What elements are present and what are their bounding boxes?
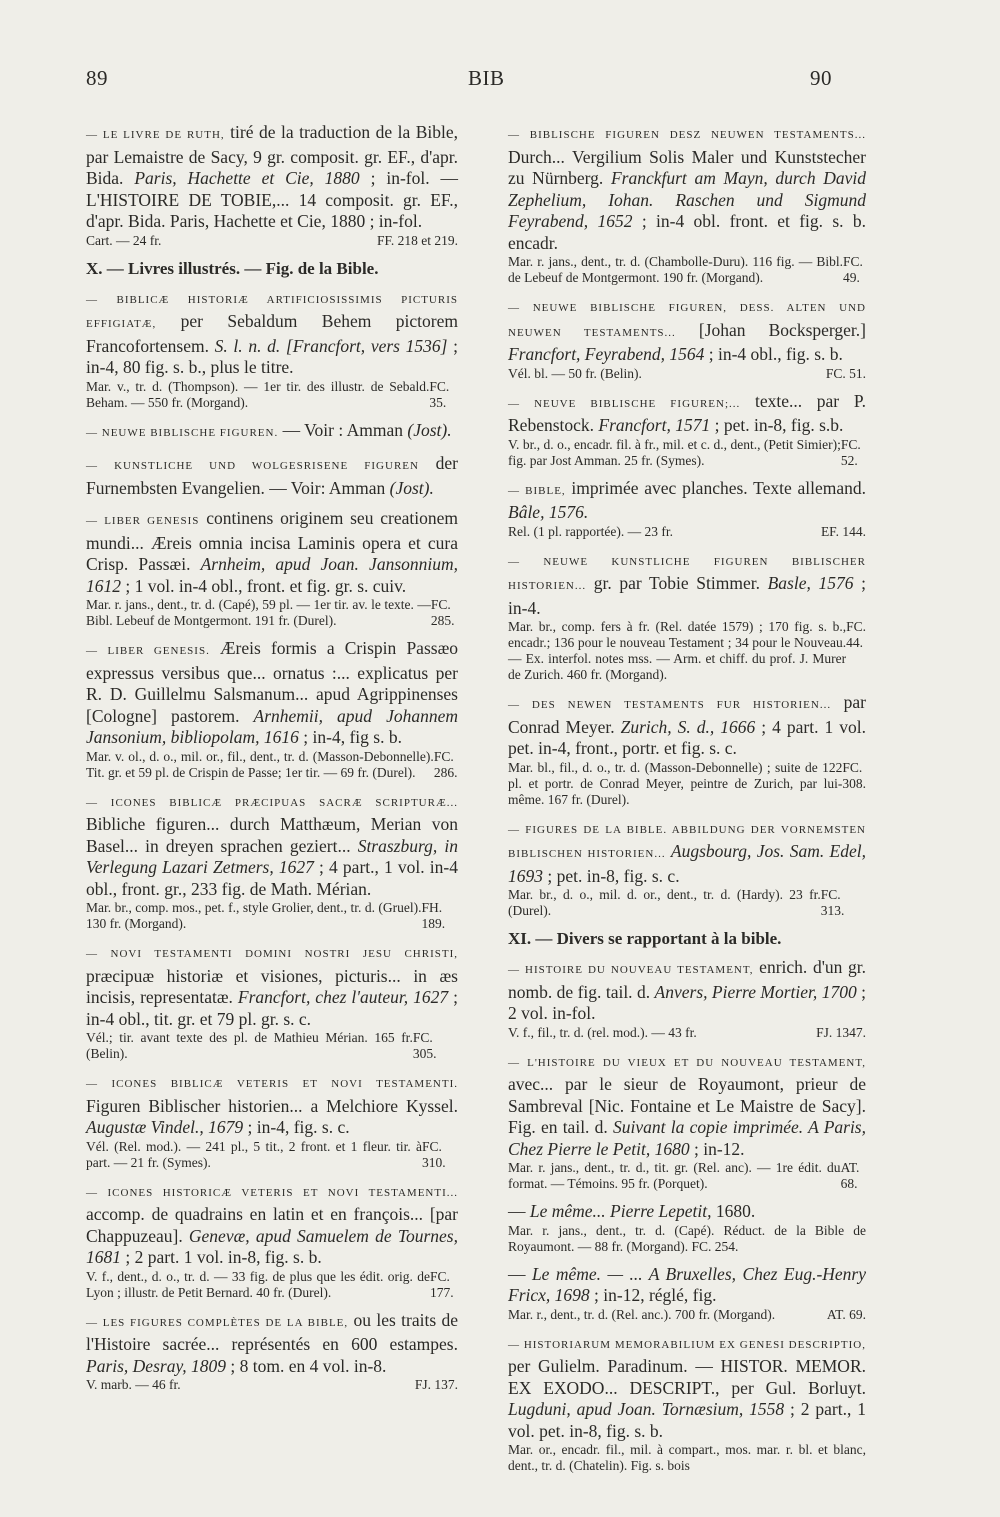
- entry-binding-line: [86, 900, 458, 932]
- catalog-entry: [86, 941, 458, 1062]
- entry-title: — ICONES BIBLICÆ PRÆCIPUAS SACRÆ SCRIPTURÆ...: [86, 796, 458, 809]
- catalog-entry: [508, 1332, 866, 1475]
- entry-format: ; in-4.: [508, 573, 866, 618]
- entry-binding-line: [86, 1139, 458, 1171]
- entry-catalog-ref: FC. 305.: [412, 1030, 437, 1061]
- entry-format: ; 4 part., 1 vol. in-4 obl., front. gr., 233 fig. de Math. Mérian.: [86, 857, 458, 899]
- entry-format: ; in-4, 80 fig. s. b., plus le titre.: [86, 335, 458, 377]
- entry-catalog-ref: FC. 177.: [430, 1268, 454, 1300]
- entry-title: — DES NEWEN TESTAMENTS FUR HISTORIEN...: [508, 699, 832, 711]
- entry-format: ; 2 part. 1 vol. in-8, fig. s. b.: [121, 1247, 322, 1267]
- entry-format: ; 4 part. 1 vol. pet. in-4, front., portr. et fig. s. c.: [508, 716, 866, 758]
- entry-description: accomp. de quadrains en latin et en françois... [par Chappuzeau].: [86, 1204, 458, 1246]
- entry-binding-note: Mar. or., encadr. fil., mil. à compart., mos. mar. r. bl. et blanc, dent., tr. d. (Chatelin). Fig. s. bois: [508, 1442, 866, 1473]
- entry-binding-line: [86, 597, 458, 629]
- entry-description: —: [508, 1201, 530, 1221]
- entry-imprint: S. l. n. d. [Francfort, vers 1536]: [214, 335, 448, 356]
- entry-format: ; in-fol. — L'HISTOIRE DE TOBIE,... 14 composit. gr. EF., d'apr. Bida. Paris, Hachette et Cie, 1880 ; in-fol.: [86, 168, 458, 231]
- entry-catalog-ref: FC. 286.: [433, 748, 458, 780]
- entry-format: 1680.: [711, 1201, 756, 1221]
- left-page-number: 89: [86, 66, 108, 90]
- section-heading: X. — Livres illustrés. — Fig. de la Bible.: [86, 258, 379, 278]
- catalog-entry: [86, 1180, 458, 1301]
- catalog-entry: [86, 287, 458, 411]
- entry-text: [508, 295, 866, 366]
- entry-text: [86, 790, 458, 901]
- entry-description: tiré de la traduction de la Bible, par Lemaistre de Sacy, 9 gr. composit. gr. EF., d'apr. Bida.: [86, 122, 458, 188]
- entry-binding-note: Mar. r. jans., dent., tr. d. (Capé), 59 pl. — 1er tir. av. le texte. — Bibl. Lebeuf de Montgermont. 191 fr. (Durel).: [86, 597, 431, 628]
- entry-text: [86, 122, 458, 233]
- catalog-entry: [508, 1264, 866, 1323]
- catalog-entry: [508, 957, 866, 1041]
- catalog-entry: [508, 295, 866, 382]
- entry-description: — Voir : Amman: [278, 419, 408, 440]
- catalog-entry: [86, 638, 458, 781]
- entry-catalog-ref: FC. 308.: [842, 759, 866, 791]
- entry-text: [508, 549, 866, 620]
- entry-catalog-ref: AT. 69.: [826, 1306, 866, 1322]
- catalog-entry: [86, 790, 458, 933]
- entry-title: — HISTORIARUM MEMORABILIUM EX GENESI DESCRIPTIO,: [508, 1338, 866, 1351]
- entry-binding-line: [508, 254, 866, 286]
- entry-catalog-ref: AT. 68.: [840, 1160, 860, 1191]
- entry-binding-line: [508, 619, 866, 683]
- catalog-entry: [508, 549, 866, 684]
- entry-imprint: Augustæ Vindel., 1679: [86, 1117, 244, 1137]
- entry-format: ; 8 tom. en 4 vol. in-8.: [226, 1355, 387, 1376]
- entry-binding-note: Mar. br., comp. fers à fr. (Rel. datée 1579) ; 170 fig. s. b., encadr.; 136 pour le nouveau Testament ; 34 pour le Nouveau. — Ex. interfol. notes mss. — Arm. et chiff. du prof. J. Murer de Zurich. 460 fr. (Morgand).: [508, 619, 847, 682]
- catalog-entry: [508, 817, 866, 920]
- entry-title: — BIBLICÆ HISTORIÆ ARTIFICIOSISSIMIS PICTURIS EFFIGIATÆ,: [86, 293, 458, 330]
- entry-description: per Gulielm. Paradinum. — HISTOR. MEMOR. EX EXODO... DESCRIPT., per Gul. Borluyt.: [508, 1356, 866, 1398]
- entry-text: [86, 1071, 458, 1139]
- entry-title: — LIBER GENESIS: [86, 515, 200, 527]
- entry-title: — NEUWE BIBLISCHE FIGUREN.: [86, 426, 279, 439]
- entry-title: — FIGURES DE LA BIBLE. ABBILDUNG DER VORNEMSTEN BIBLISCHEN HISTORIEN...: [508, 823, 866, 860]
- entry-binding-note: Mar. v., tr. d. (Thompson). — 1er tir. des illustr. de Sebald. Beham. — 550 fr. (Morgand).: [86, 378, 430, 410]
- entry-imprint: Francfort, chez l'auteur, 1627: [237, 987, 449, 1007]
- entry-imprint: Franckfurt am Mayn, durch David Zephelium, Iohan. Raschen und Sigmund Feyrabend, 1652: [508, 168, 866, 231]
- entry-catalog-ref: FC. 285.: [430, 597, 455, 628]
- entry-title: — L'HISTOIRE DU VIEUX ET DU NOUVEAU TESTAMENT,: [508, 1056, 866, 1069]
- entry-binding-line: [86, 379, 458, 411]
- entry-binding-line: [508, 760, 866, 808]
- entry-catalog-ref: FC. 310.: [422, 1138, 446, 1170]
- entry-binding-note: Mar. bl., fil., d. o., tr. d. (Masson-Debonnelle) ; suite de 122 pl. et portr. de Conrad Meyer, peintre de Zurich, par lui-même. 167 fr. (Durel).: [508, 759, 843, 807]
- entry-imprint: Paris, Hachette et Cie, 1880: [134, 168, 360, 188]
- entry-binding-line: [86, 1030, 458, 1062]
- entry-description: per Sebaldum Behem pictorem Francofortensem.: [86, 311, 458, 356]
- entry-binding-note: Vél. bl. — 50 fr. (Belin).: [508, 365, 642, 381]
- catalog-entry: [86, 420, 458, 445]
- entry-binding-line: [508, 1160, 866, 1192]
- entry-binding-line: [86, 1377, 458, 1393]
- entry-binding-line: [86, 233, 458, 249]
- entry-imprint: Arnheim, apud Joan. Jansonnium, 1612: [86, 554, 458, 596]
- entry-description: præcipuæ historiæ et visiones, picturis... in æs incisis, representatæ.: [86, 965, 458, 1007]
- entry-format: ; pet. in-8, fig. s.b.: [710, 415, 844, 435]
- entry-binding-line: [508, 1307, 866, 1323]
- entry-format: ; pet. in-8, fig. s. c.: [543, 865, 680, 886]
- entry-catalog-ref: FC. 44.: [846, 619, 866, 650]
- entry-imprint: Le même. — ... A Bruxelles, Chez Eug.-Henry Fricx, 1698: [508, 1263, 867, 1305]
- entry-description: avec... par le sieur de Royaumont, prieur de Sambreval [Nic. Fontaine et Le Maistre de Sacy]. Fig. en tail. d.: [508, 1074, 866, 1137]
- catalog-entry: [86, 1310, 458, 1394]
- section-heading: XI. — Divers se rapportant à la bible.: [508, 929, 782, 948]
- entry-title: — NEUWE KUNSTLICHE FIGUREN BIBLISCHER HISTORIEN...: [508, 555, 866, 592]
- catalog-entry: [508, 1050, 866, 1193]
- entry-binding-line: [508, 1025, 866, 1041]
- entry-format: ; in-4, fig s. b.: [298, 727, 402, 747]
- entry-text: [86, 508, 458, 597]
- entry-imprint: Genevæ, apud Samuelem de Tournes, 1681: [86, 1225, 458, 1267]
- catalog-entry: [508, 478, 866, 540]
- entry-description: Bibliche figuren... durch Matthæum, Merian von Basel... in dreyen sprachen geziert...: [86, 814, 458, 856]
- entry-title: — LES FIGURES COMPLÈTES DE LA BIBLE,: [86, 1316, 349, 1329]
- entry-text: [86, 941, 458, 1030]
- entry-text: [508, 957, 866, 1025]
- entry-imprint: Le même... Pierre Lepetit,: [529, 1201, 712, 1221]
- entry-format: ; 1 vol. in-4 obl., front. et fig. gr. s. cuiv.: [121, 575, 407, 596]
- entry-description: continens originem seu creationem mundi... Æreis omnia incisa Laminis opera et cura Crisp. Passæi.: [86, 508, 459, 574]
- entry-binding-note: Cart. — 24 fr.: [86, 232, 162, 248]
- entry-binding-note: Vél. (Rel. mod.). — 241 pl., 5 tit., 2 front. et 1 fleur. tir. à part. — 21 fr. (Symes).: [86, 1138, 422, 1170]
- entry-title: — NOVI TESTAMENTI DOMINI NOSTRI JESU CHRISTI,: [86, 948, 458, 960]
- entry-description: —: [508, 1263, 532, 1284]
- entry-imprint: (Jost).: [407, 419, 452, 440]
- catalog-entry: [508, 122, 866, 286]
- entry-binding-line: [86, 1269, 458, 1301]
- entry-binding-note: Rel. (1 pl. rapportée). — 23 fr.: [508, 523, 673, 539]
- entry-binding-note: V. br., d. o., encadr. fil. à fr., mil. et c. d., dent., (Petit Simier); fig. par Jost Amman. 25 fr. (Symes).: [508, 436, 841, 468]
- entry-format: ; in-12.: [689, 1138, 745, 1159]
- entry-format: ; in-4 obl. front. et fig. s. b. encadr.: [508, 211, 866, 253]
- entry-imprint: Francfort, 1571: [598, 415, 711, 435]
- catalog-entry: [86, 1071, 458, 1171]
- entry-text: [508, 817, 866, 888]
- entry-binding-note: Vél.; tir. avant texte des pl. de Mathieu Mérian. 165 fr. (Belin).: [86, 1030, 413, 1061]
- entry-description: der Furnembsten Evangelien. — Voir: Amman: [86, 453, 458, 498]
- entry-text: [508, 1332, 866, 1443]
- entry-imprint: Anvers, Pierre Mortier, 1700: [654, 981, 857, 1002]
- entry-title: — LIBER GENESIS.: [86, 645, 210, 657]
- entry-text: [86, 1310, 458, 1378]
- entry-description: texte... par P. Rebenstock.: [508, 390, 866, 435]
- catalog-entry: [508, 391, 866, 469]
- entry-catalog-ref: FF. 218 et 219.: [376, 232, 458, 248]
- entry-binding-line: [508, 1223, 866, 1255]
- entry-catalog-ref: FC. 51.: [825, 365, 866, 381]
- entry-text: [86, 638, 458, 749]
- entry-binding-line: [508, 437, 866, 469]
- entry-binding-line: [508, 1442, 866, 1474]
- entry-title: — KUNSTLICHE UND WOLGESRISENE FIGUREN: [86, 460, 419, 472]
- catalog-entry: [86, 453, 458, 499]
- entry-title: — HISTOIRE DU NOUVEAU TESTAMENT,: [508, 964, 754, 976]
- entry-imprint: Augsbourg, Jos. Sam. Edel, 1693: [508, 841, 867, 886]
- entry-text: [86, 453, 458, 499]
- entry-title: — NEUVE BIBLISCHE FIGUREN;...: [508, 397, 741, 410]
- entry-catalog-ref: FH. 189.: [421, 900, 446, 931]
- entry-text: [508, 1264, 866, 1307]
- catalog-entry: [86, 122, 458, 249]
- entry-catalog-ref: FC. 313.: [820, 887, 845, 918]
- entry-title: — ICONES BIBLICÆ VETERIS ET NOVI TESTAMENTI.: [86, 1078, 458, 1090]
- entry-imprint: Zurich, S. d., 1666: [620, 716, 756, 737]
- entry-catalog-ref: EF. 144.: [820, 523, 866, 539]
- entry-format: ; in-4 obl., fig. s. b.: [704, 344, 843, 364]
- running-title: BIB: [468, 66, 505, 90]
- entry-imprint: Francfort, Feyrabend, 1564: [508, 344, 705, 364]
- entry-imprint: Bâle, 1576.: [508, 502, 589, 522]
- entry-binding-line: [86, 749, 458, 781]
- entry-imprint: Basle, 1576: [767, 573, 854, 593]
- entry-text: [86, 420, 458, 445]
- entry-catalog-ref: FJ. 1347.: [816, 1024, 866, 1040]
- entry-binding-line: [508, 887, 866, 919]
- entry-format: ; in-12, réglé, fig.: [589, 1285, 717, 1305]
- entry-imprint: Suivant la copie imprimée. A Paris, Chez Pierre le Petit, 1680: [508, 1117, 866, 1159]
- entry-imprint: Lugduni, apud Joan. Tornæsium, 1558: [508, 1399, 785, 1419]
- entry-description: gr. par Tobie Stimmer.: [586, 573, 768, 593]
- entry-title: — BIBLE,: [508, 484, 566, 497]
- entry-format: ; 2 vol. in-fol.: [508, 981, 866, 1023]
- entry-catalog-ref: FC. 52.: [840, 436, 861, 468]
- entry-description: enrich. d'un gr. nomb. de fig. tail. d.: [508, 957, 866, 1002]
- entry-catalog-ref: FC. 35.: [429, 378, 450, 410]
- entry-imprint: Arnhemii, apud Johannem Jansonium, bibliopolam, 1616: [86, 705, 458, 747]
- entry-binding-line: [508, 366, 866, 382]
- entry-title: — LE LIVRE DE RUTH,: [86, 129, 225, 141]
- catalog-entry: [508, 1201, 866, 1255]
- entry-binding-note: V. marb. — 46 fr.: [86, 1377, 181, 1392]
- catalog-entry: [508, 692, 866, 808]
- entry-binding-line: [508, 524, 866, 540]
- entry-text: [86, 1180, 458, 1269]
- entry-description: par Conrad Meyer.: [508, 692, 866, 737]
- entry-binding-note: Mar. v. ol., d. o., mil. or., fil., dent., tr. d. (Masson-Debonnelle). Tit. gr. et 59 pl. de Crispin de Passe; 1er tir. — 69 fr. (Durel).: [86, 748, 434, 780]
- left-column: [86, 122, 458, 1402]
- catalog-entry: [86, 508, 458, 629]
- entry-imprint: (Jost).: [389, 477, 434, 498]
- entry-text: [508, 478, 866, 524]
- entry-binding-note: V. f., fil., tr. d. (rel. mod.). — 43 fr.: [508, 1024, 697, 1040]
- entry-description: Figuren Biblischer historien... a Melchiore Kyssel.: [86, 1095, 458, 1116]
- entry-imprint: Paris, Desray, 1809: [86, 1355, 226, 1376]
- entry-binding-note: Mar. r. jans., dent., tr. d. (Capé). Réduct. de la Bible de Royaumont. — 88 fr. (Morgand). FC. 254.: [508, 1222, 866, 1254]
- entry-text: [508, 122, 866, 254]
- entry-binding-note: Mar. r., dent., tr. d. (Rel. anc.). 700 fr. (Morgand).: [508, 1306, 776, 1322]
- entry-description: Durch... Vergilium Solis Maler und Kunststecher zu Nürnberg.: [508, 146, 866, 188]
- entry-binding-note: V. f., dent., d. o., tr. d. — 33 fig. de plus que les édit. orig. de Lyon ; illustr. de Petit Bernard. 40 fr. (Durel).: [86, 1268, 431, 1300]
- entry-format: ; 2 part., 1 vol. pet. in-8, fig. s. b.: [508, 1399, 866, 1441]
- right-page-number: 90: [810, 66, 832, 90]
- entry-binding-note: Mar. br., comp. mos., pet. f., style Grolier, dent., tr. d. (Gruel). 130 fr. (Morgand).: [86, 900, 422, 931]
- entry-binding-note: Mar. r. jans., dent., tr. d., tit. gr. (Rel. anc). — 1re édit. du format. — Témoins. 95 fr. (Porquet).: [508, 1160, 841, 1191]
- entry-imprint: Straszburg, in Verlegung Lazari Zetmers, 1627: [86, 835, 458, 877]
- entry-binding-note: Mar. br., d. o., mil. d. or., dent., tr. d. (Hardy). 23 fr. (Durel).: [508, 887, 821, 918]
- entry-text: [508, 1201, 866, 1223]
- entry-text: [508, 391, 866, 437]
- entry-format: ; in-4 obl., tit. gr. et 79 pl. gr. s. c.: [86, 987, 458, 1029]
- right-column: [508, 122, 866, 1483]
- entry-title: — BIBLISCHE FIGUREN DESZ NEUWEN TESTAMENTS...: [508, 129, 866, 141]
- entry-title: — NEUWE BIBLISCHE FIGUREN, DESS. ALTEN UND NEUWEN TESTAMENTS...: [508, 302, 866, 339]
- entry-description: ou les traits de l'Histoire sacrée... représentés en 600 estampes.: [86, 1309, 458, 1354]
- entry-format: ; in-4, fig. s. c.: [243, 1117, 350, 1137]
- entry-text: [508, 692, 866, 760]
- entry-title: — ICONES HISTORICÆ VETERIS ET NOVI TESTAMENTI...: [86, 1186, 458, 1199]
- entry-binding-note: Mar. r. jans., dent., tr. d. (Chambolle-Duru). 116 fig. — Bibl. de Lebeuf de Montgermont. 190 fr. (Morgand).: [508, 254, 844, 285]
- entry-catalog-ref: FC. 49.: [843, 254, 863, 285]
- entry-text: [508, 1050, 866, 1161]
- entry-text: [86, 287, 458, 379]
- entry-description: imprimée avec planches. Texte allemand.: [565, 477, 866, 498]
- entry-catalog-ref: FJ. 137.: [414, 1377, 458, 1392]
- entry-description: Æreis formis a Crispin Passæo expressus versibus que... ornatus :... explicatus per R. D. Guillelmu Salsmanum... apud Agrippinenses [Cologne] pastorem.: [86, 638, 458, 726]
- entry-description: [Johan Bocksperger.]: [675, 319, 866, 340]
